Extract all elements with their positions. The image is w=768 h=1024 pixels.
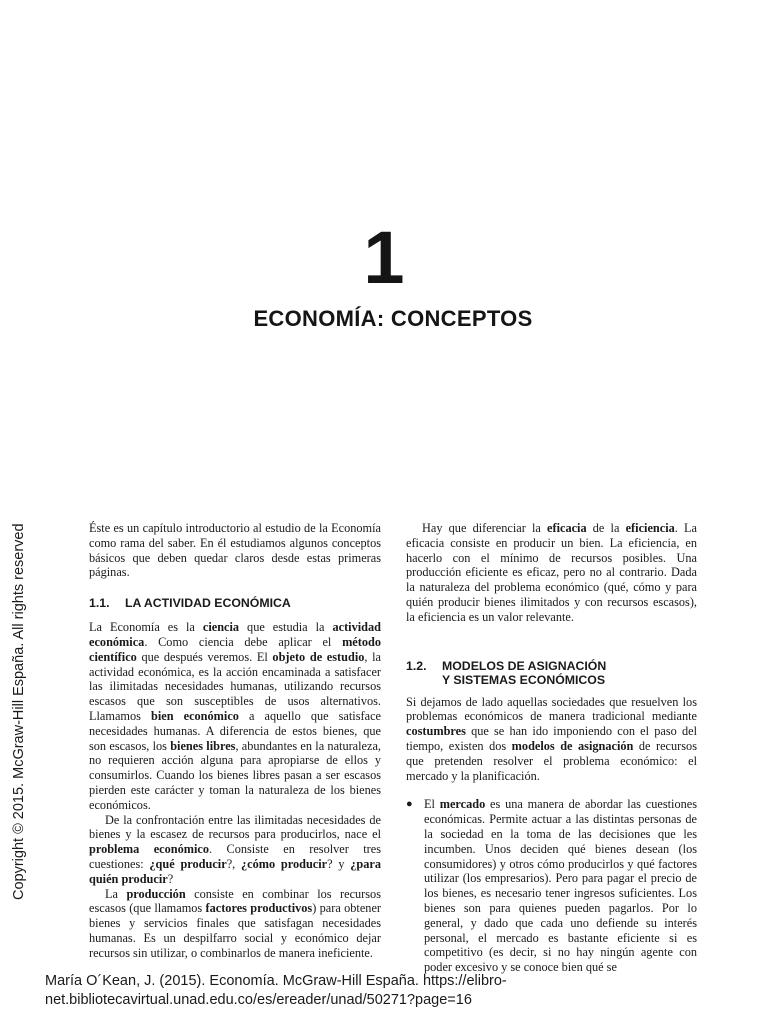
- chapter-number: 1: [363, 216, 405, 299]
- section-number: 1.2.: [406, 658, 427, 673]
- right-column: [406, 521, 697, 975]
- section-heading-1-2: [406, 659, 697, 687]
- left-column: [89, 521, 381, 961]
- copyright-notice: Copyright © 2015. McGraw-Hill España. All rights reserved: [11, 523, 27, 900]
- section-title: MODELOS DE ASIGNACIÓN Y SISTEMAS ECONÓMICOS: [442, 658, 607, 687]
- intro-paragraph: Éste es un capítulo introductorio al estudio de la Economía como rama del saber. En él estudiamos algunos conceptos básicos que deben quedar claros desde estas primeras páginas.: [89, 521, 381, 580]
- section-title: LA ACTIVIDAD ECONÓMICA: [125, 596, 291, 611]
- paragraph-actividad: La Economía es la ciencia que estudia la actividad económica. Como ciencia debe aplicar el método científico que después veremos. El objeto de estudio, la actividad económica, es la acción encaminada a satisfacer las ilimitadas necesidades humanas, utilizando recursos escasos que son susceptibles de usos alternativos. Llamamos bien económico a aquello que satisface necesidades humanas. A diferencia de estos bienes, que son escasos, los bienes libres, abundantes en la naturaleza, no requieren acción alguna para apropiarse de ellos y consumirlos. Cuando los bienes libres pasan a ser escasos pierden este carácter y toman la naturaleza de los bienes económicos.: [89, 620, 382, 812]
- citation: María O´Kean, J. (2015). Economía. McGraw-Hill España. https://elibro-net.bibliotecavirtual.unad.edu.co/es/ereader/unad/50271?page=16: [45, 973, 507, 1008]
- bullet-list: [406, 797, 697, 975]
- paragraph-problema: De la confrontación entre las ilimitadas necesidades de bienes y la escasez de recursos para producirlos, nace el problema económico. Consiste en resolver tres cuestiones: ¿qué producir?, ¿cómo producir? y ¿para quién producir?: [89, 812, 381, 886]
- paragraph-produccion: La producción consiste en combinar los recursos escasos (que llamamos factores productivos) para obtener bienes y servicios finales que satisfagan necesidades humanas. Es un despilfarro social y económico dejar recursos sin utilizar, o combinarlos de manera ineficiente.: [89, 886, 381, 960]
- list-item: ● El mercado es una manera de abordar las cuestiones económicas. Permite actuar a las distintas personas de la sociedad en la toma de las decisiones que les incumben. Unos deciden qué bienes desean (los consumidores) y otros cómo producirlos y qué factores utilizar (los empresarios). Pero para pagar el precio de los bienes, es necesario tener ingresos suficientes. Los bienes son para quienes pueden pagarlos. Por lo general, y dado que cada uno defiende su interés personal, el mercado es bastante eficiente si es competitivo (es decir, si no hay ningún agente con poder excesivo y se conoce bien qué se: [406, 797, 697, 975]
- section-heading-1-1: [89, 596, 381, 610]
- paragraph-eficacia: Hay que diferenciar la eficacia de la eficiencia. La eficacia consiste en producir un bien. La eficiencia, en hacerlo con el mínimo de recursos posibles. Una producción eficiente es eficaz, pero no al contrario. Dada la naturaleza del problema económico (qué, cómo y para quién producir bienes ilimitados y con recursos escasos), la eficiencia es un valor relevante.: [406, 521, 697, 624]
- chapter-title: ECONOMÍA: CONCEPTOS: [253, 306, 533, 331]
- paragraph-modelos: Si dejamos de lado aquellas sociedades que resuelven los problemas económicos de manera tradicional mediante costumbres que se han ido imponiendo con el paso del tiempo, existen dos modelos de asignación de recursos que pretenden resolver el problema económico: el mercado y la planificación.: [406, 694, 697, 783]
- section-number: 1.1.: [89, 596, 110, 611]
- bullet-icon: ●: [406, 798, 413, 811]
